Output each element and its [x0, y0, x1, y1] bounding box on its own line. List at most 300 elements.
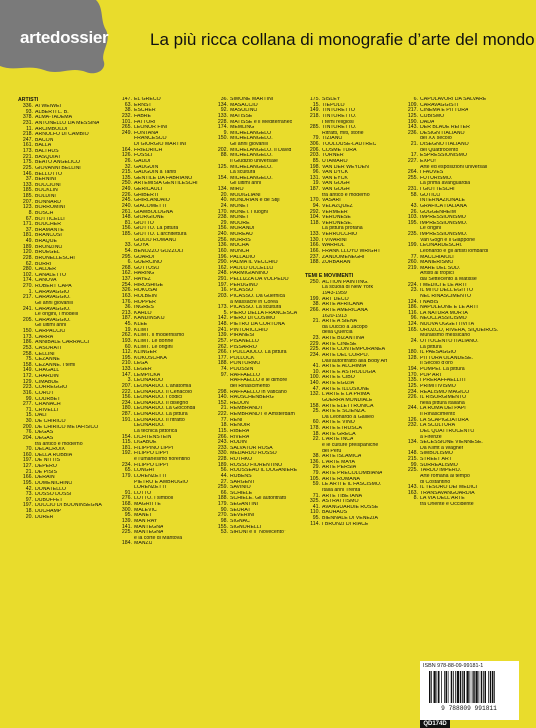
entry-title: ARTE E SCIENZA. [322, 409, 367, 415]
entry-title: DUBUFFET [35, 497, 63, 503]
entry-title: POP ART [420, 372, 443, 378]
entry-title: ROBERT CAPA [35, 284, 72, 289]
entry-title: SIMBOLISMO [420, 451, 453, 457]
entry-number: 280. [22, 266, 33, 273]
entry-title: SCHIELE [230, 490, 253, 496]
entry-title: MUCHA [230, 243, 250, 249]
entry-title: SIGNORELLI [230, 524, 262, 530]
entry-title: Gli anni giovanili [230, 142, 268, 147]
entry-title: ARNOLFO DI CAMBIO [35, 132, 89, 138]
entry-title: ROUSSEAU IL DOGANIERE [230, 468, 298, 474]
entry-title: ARTE PRECOLOMBIANA [322, 471, 383, 476]
entry-number: 174. [217, 124, 228, 131]
entry-title: WARHOL [322, 243, 345, 249]
entry-title: MICHELANGELO. [230, 164, 273, 170]
entry-title: RENI [230, 417, 243, 423]
entry-number: 53. [220, 529, 228, 536]
entry-title: Gli ultimi anni [35, 323, 67, 329]
entry-number: 97. [25, 496, 33, 503]
entry-number: 33. [124, 242, 132, 249]
entry-number: 204. [22, 434, 33, 441]
entry-title: MANZÙ [134, 541, 153, 547]
entry-number: 37. [25, 176, 33, 183]
entry-title: LEONARDO. [134, 423, 165, 429]
entry-number: 244. [407, 405, 418, 412]
entry-number: 290. [217, 259, 228, 266]
entry-title: MEMLING [230, 125, 255, 131]
entry-number: 176. [121, 298, 132, 305]
barcode-bar [453, 671, 454, 703]
entry-title: L'ARTE INCA [322, 437, 354, 443]
entry-title: CARAVAGGIO [35, 289, 70, 295]
entry-title: ARTE E ILLUSIONE [322, 386, 370, 392]
entry-title: CÉZANNE. I temi [35, 362, 76, 368]
entry-number: 36. [124, 304, 132, 311]
entry-title: CHAGALL [35, 368, 60, 374]
entry-title: ACTION PAINTING. [322, 279, 369, 285]
entry-title: NEOCLASSICISMO [420, 316, 467, 322]
barcode-bar [431, 671, 432, 703]
entry-number: 188. [309, 259, 320, 266]
entry-number: 165. [407, 326, 418, 333]
entry-number: 73. [25, 491, 33, 498]
entry-number: 325. [309, 498, 320, 505]
entry-title: MONET. I luoghi [230, 209, 268, 215]
entry-title: I MEDICI E LE ARTI [420, 282, 467, 288]
entry-number: 186. [407, 304, 418, 311]
barcode-bar [481, 671, 483, 703]
entry-title: INTERNAZIONALE [420, 198, 465, 204]
entry-title: LONGHI [134, 468, 154, 474]
entry-number: 92. [220, 107, 228, 114]
entry-number: 81. [124, 219, 132, 226]
entry-number: 316. [22, 389, 33, 396]
barcode-bar [434, 671, 436, 703]
entry-number: 5. [223, 309, 228, 316]
entry-number: 65. [124, 467, 132, 474]
entry-title: IMPRESSIONISMO. [420, 220, 468, 226]
entry-title: ARCIMBOLDI [35, 126, 68, 132]
entry-number: 175. [22, 159, 33, 166]
entry-title: POLLOCK [230, 355, 255, 361]
entry-title: BRAMANTE [35, 227, 64, 233]
entry-number: 40. [220, 197, 228, 204]
entry-number: 21. [220, 405, 228, 412]
entry-number: 140. [217, 394, 228, 401]
entry-number: 240. [121, 202, 132, 209]
entry-number: 71. [312, 492, 320, 499]
entry-number: 268. [121, 264, 132, 271]
entry-number: 94. [312, 202, 320, 209]
entry-title: CIMABUE [35, 379, 59, 385]
entry-title: HIROSHIGE [134, 282, 164, 288]
entry-title: HAYEZ [134, 277, 151, 282]
entry-number: 158. [309, 402, 320, 409]
entry-number: 162. [217, 264, 228, 271]
entry-number: 140. [309, 380, 320, 386]
entry-number: 249. [121, 129, 132, 136]
entry-title: Arte ed esposizioni universali [420, 164, 488, 170]
entry-title: ARTE E VINO [322, 420, 355, 426]
entry-title: GOYA [134, 243, 149, 249]
entry-title: HOPPER [134, 299, 156, 305]
entry-number [403, 502, 420, 508]
entry-title: CARAVAGGIO. [35, 295, 71, 301]
entry-number: 189. [22, 243, 33, 250]
entry-number: 95. [124, 512, 132, 519]
entry-title: HOKUSAI [134, 288, 158, 294]
entry-title: KOKOSCHKA [134, 355, 167, 361]
catalog-entry [213, 530, 311, 536]
entry-title: CANALETTO [35, 272, 67, 278]
entry-title: LA NATURA MORTA [420, 310, 468, 316]
entry-number: 131. [309, 174, 320, 181]
entry-number: 99. [25, 395, 33, 402]
entry-title: I PRERAFFAELLITI [420, 378, 466, 384]
entry-number: 110. [310, 509, 320, 516]
entry-title: SIGNAC [230, 518, 250, 524]
entry-number: 202. [217, 146, 228, 153]
entry-title: MATISSE e il Mediterraneo [230, 119, 293, 125]
entry-title: DEGAS [35, 430, 54, 436]
entry-number: 23. [312, 335, 320, 341]
section-title: ARTISTI [18, 97, 39, 103]
entry-number: 219. [407, 264, 418, 271]
entry-number: 228. [22, 254, 33, 261]
barcode-bar [494, 671, 495, 703]
entry-title: ZANDOMENEGHI [322, 254, 365, 260]
entry-title: KLIMT. Il modernismo [134, 333, 185, 339]
entry-title: BOSCH [35, 210, 54, 216]
entry-title: BIENNALE DI VENEZIA [322, 516, 378, 521]
entry-title: PALMA IL VECCHIO [230, 260, 278, 266]
entry-number: 126. [121, 152, 132, 159]
entry-number: 135. [121, 174, 132, 181]
entry-number: 58. [410, 191, 418, 198]
entry-title: CORREGGIO [35, 385, 68, 391]
entry-title: LEGA [134, 361, 148, 367]
entry-number: 160. [217, 247, 228, 254]
entry-number: 96. [312, 169, 320, 176]
entry-number: 225. [22, 164, 33, 171]
entry-title: Artisti ai tropici [420, 271, 454, 277]
entry-title: DADA [420, 119, 435, 125]
entry-title: 1943-1959 [322, 291, 347, 296]
entry-title: VASARI [322, 198, 341, 204]
entry-title: ARTE CONTEMPORANEA [322, 347, 386, 353]
entry-number: 100. [309, 374, 320, 381]
entry-title: SEGANTINI [230, 502, 258, 507]
entry-number: 228. [217, 456, 228, 462]
entry-title: e la corte di Mantova [134, 535, 183, 541]
entry-number: 187. [121, 315, 132, 322]
entry-title: LEONARDO. I codici [134, 395, 183, 401]
entry-number: 260. [407, 259, 418, 266]
entry-title: Italia anni Trenta [322, 487, 361, 493]
entry-number: 257. [217, 337, 228, 344]
entry-number: 173. [22, 148, 33, 154]
entry-title: PIERO DELLA FRANCESCA [230, 310, 298, 316]
entry-title: ALMA-TADEMA [35, 115, 73, 121]
entry-title: LA SCAPIGLIATURA [420, 417, 469, 423]
entry-title: della Quercia [322, 330, 353, 336]
entry-number: 184. [121, 540, 132, 547]
entry-title: RENOIR [230, 423, 251, 429]
entry-number: 125. [217, 163, 228, 170]
entry-title: GHIRLANDAIO [134, 198, 170, 204]
entry-number: 225. [309, 346, 320, 353]
entry-title: da Duccio a Jacopo [322, 324, 368, 330]
entry-number: 226. [407, 394, 418, 401]
catalog-entry [18, 515, 116, 521]
entry-title: LORENZETTI [134, 485, 167, 491]
entry-number: 91. [124, 489, 132, 496]
entry-title: ARTE E ALCHIMIA [322, 364, 367, 370]
entry-number: 238. [217, 214, 228, 221]
entry-number: 265. [121, 124, 132, 131]
barcode-bar [483, 671, 484, 703]
entry-title: Le origini, i modelli [35, 312, 78, 318]
entry-title: LEONARDO. Il disegno [134, 400, 189, 406]
entry-title: BRUNELLESCHI [35, 255, 75, 261]
entry-number: 187. [309, 186, 320, 192]
entry-number: 222. [217, 411, 228, 417]
entry-number: 285. [309, 124, 320, 131]
entry-title: FRANK LLOYD WRIGHT [322, 248, 381, 254]
entry-title: CINEMA E PITTURA [420, 108, 469, 114]
entry-number: 123. [22, 204, 33, 211]
entry-title: I BRONZI DI RIACE [322, 521, 369, 527]
entry-number: 133. [309, 231, 320, 237]
entry-number: 20. [25, 513, 33, 520]
entry-title: CÉZANNE [35, 357, 60, 363]
entry-number: 44. [220, 472, 228, 479]
entry-title: COSMÈ TURA [322, 147, 357, 153]
entry-number: 195. [407, 219, 418, 226]
entry-number: 143. [407, 484, 418, 491]
entry-number: 134. [217, 101, 228, 108]
entry-title: LEONARDO [134, 378, 164, 384]
entry-title: KLEE [134, 322, 148, 327]
entry-number: 62. [25, 260, 33, 267]
entry-title: ARTE A SIENA [322, 319, 358, 325]
entry-number: 125. [407, 382, 418, 389]
product-code: QD174D [420, 720, 450, 728]
entry-number: 147. [121, 371, 132, 378]
entry-title: REDON [230, 400, 249, 406]
entry-number: 255. [407, 174, 418, 181]
entry-title: FÜSSLI [134, 153, 153, 159]
entry-number: 124. [407, 298, 418, 305]
entry-title: GIOTTO. L'architettura [134, 232, 187, 237]
entry-title: ARTE E ASTROLOGIA [322, 369, 376, 375]
entry-number: 85. [312, 157, 320, 164]
entry-number: 15. [25, 412, 33, 419]
barcode-icon [423, 670, 516, 711]
entry-number: 21. [312, 318, 320, 325]
entry-title: RIVERA [230, 434, 250, 440]
entry-number: 261. [121, 208, 132, 215]
entry-title: PITTURA OLANDESE. [420, 355, 474, 361]
entry-number: 16. [220, 287, 228, 294]
entry-number: 116. [408, 309, 418, 316]
entry-title: RUBENS [230, 473, 252, 479]
entry-title: Il Rinascimento [420, 412, 456, 417]
entry-title: HOLBEIN [134, 293, 157, 299]
entry-title: LOTTO [134, 490, 152, 496]
entry-number: 231. [407, 186, 418, 192]
entry-title: GIOVANNI BELLINI [35, 165, 81, 171]
entry-number: 172. [22, 373, 33, 379]
entry-title: SIMONE MARTINI [230, 97, 274, 102]
entry-number: 15. [312, 101, 320, 108]
entry-number: 177. [217, 354, 228, 361]
entry-title: RAFFAELLO in Vaticano [230, 389, 287, 395]
entry-number: 38. [312, 453, 320, 460]
entry-title: FATTORI [134, 119, 156, 125]
entry-number: 79. [312, 135, 320, 142]
entry-number: 59. [312, 481, 320, 488]
entry-title: CARAVAGGIO. [35, 306, 71, 312]
entry-title: MAGRITTE [134, 502, 161, 507]
entry-title: BORROMINI [35, 205, 65, 211]
isbn-text: ISBN 978-88-09-99181-1 [423, 663, 484, 669]
entry-number: 186. [22, 339, 33, 346]
entry-title: LÉGER [134, 367, 152, 372]
entry-number: 276. [121, 495, 132, 502]
entry-title: KLIMT [134, 327, 150, 333]
entry-number: 104. [309, 214, 320, 221]
entry-title: FABRE [134, 113, 152, 119]
entry-number: 190. [407, 118, 418, 125]
entry-number: 97. [220, 371, 228, 378]
entry-number: 139. [121, 517, 132, 524]
entry-title: PERUGINO [230, 282, 258, 288]
entry-number: 181. [121, 444, 132, 451]
entry-title: TRANSAVANGUARDIA [420, 490, 475, 496]
entry-title: BASQUIAT [35, 154, 61, 160]
entry-title: VERMEER [322, 209, 348, 215]
entry-title: GERICAULT [134, 187, 164, 192]
entry-title: ARTEMISIA GENTILESCHI [134, 181, 198, 187]
entry-title: UTAMARO [322, 158, 348, 164]
entry-title: DEGAS [35, 435, 54, 441]
entry-title: ARTE PERSIA [322, 465, 357, 471]
entry-title: Gli anni giovanili [35, 300, 73, 306]
entry-number: 115. [122, 439, 132, 446]
entry-number: 6. [413, 97, 418, 102]
entry-title: LIGABUE [134, 440, 157, 446]
entry-title: PRIMITIVISMO [420, 383, 456, 389]
entry-title: DONATELLO [35, 486, 67, 492]
entry-title: DI GIORGIO MARTINI [134, 142, 187, 147]
entry-title: VERONESE [322, 215, 351, 221]
entry-title: MATISSE [230, 113, 253, 119]
entry-number: 115. [218, 427, 228, 434]
entry-title: e l'umanesimo fiorentino [134, 457, 191, 462]
entry-title: RAUSCHENBERG [230, 395, 274, 401]
entry-number: 162. [121, 270, 132, 277]
entry-title: DELLA ROBBIA [35, 452, 73, 458]
entry-number: 79. [312, 470, 320, 476]
barcode-bar [473, 671, 475, 703]
entry-title: SALVATOR ROSA [230, 445, 273, 451]
entry-number: 198. [309, 163, 320, 170]
entry-title: BOLDINI [35, 194, 56, 199]
entry-title: LEONARDO. L'anatomia [134, 383, 192, 389]
entry-number: 125. [407, 112, 418, 119]
entry-number: 217. [407, 107, 418, 114]
entry-number: 126. [407, 416, 418, 423]
entry-number: 139. [217, 332, 228, 339]
entry-title: LEMPICKA [134, 372, 161, 378]
entry-title: OTTOCENTO ITALIANO. [420, 338, 479, 344]
entry-number: 188. [217, 360, 228, 367]
entry-number: 149. [309, 107, 320, 114]
entry-number: 180. [407, 349, 418, 356]
entry-title: di Costantino [420, 479, 451, 485]
entry-number: 1. [28, 288, 33, 295]
entry-title: MUNCH [230, 248, 250, 254]
catalog-column-3 [213, 97, 311, 727]
entry-title: La tecnica pittorica [134, 428, 178, 434]
entry-number: 196. [217, 253, 228, 260]
entry-number: 195. [121, 354, 132, 361]
entry-number: 218. [309, 112, 320, 119]
entry-number: 47. [312, 385, 320, 392]
entry-title: MOREAU [230, 232, 253, 237]
entry-number: 26. [410, 208, 418, 215]
barcode-bar [476, 671, 478, 703]
entry-title: BRUEGEL [35, 250, 60, 256]
entry-title: NAPOLEONE E LE ARTI [420, 305, 478, 311]
entry-number: 195. [22, 479, 33, 486]
entry-title: MARE DEL SUD. [420, 265, 461, 271]
entry-title: CRIVELLI [35, 407, 59, 413]
entry-title: BURRI [35, 261, 52, 267]
entry-number: 133. [121, 366, 132, 372]
entry-title: VAN EYCK [322, 175, 348, 181]
entry-number: 20. [220, 191, 228, 198]
entry-title: BAUHAUS [322, 510, 348, 516]
barcode-bar [464, 671, 466, 703]
entry-title: COROT [35, 390, 54, 396]
entry-title: IL TESORO DEI MEDICI [420, 485, 478, 491]
entry-number: 336. [22, 103, 33, 109]
entry-title: Ritratti, miti, storie [322, 130, 364, 136]
entry-title: LEONARDO. La pittura [134, 412, 188, 417]
entry-number: 213. [121, 309, 132, 316]
entry-title: MICHELANGELO [230, 130, 272, 136]
entry-title: MALEVIČ [134, 507, 157, 513]
entry-number: 42. [25, 485, 33, 492]
entry-number: 76. [25, 429, 33, 436]
entry-number: 155. [217, 523, 228, 530]
entry-title: TIEPOLO [322, 102, 345, 108]
entry-title: TOULOUSE-LAUTREC [322, 142, 377, 147]
entry-number: 27. [220, 478, 228, 485]
entry-title: SEVERINI [230, 513, 255, 519]
entry-title: VAN GOGH [322, 181, 350, 187]
entry-title: MASACCIO [230, 102, 258, 108]
entry-title: SIRONI e il “Novecento” [230, 530, 286, 536]
entry-title: MANTEGNA [134, 524, 164, 530]
entry-number: 234. [121, 461, 132, 468]
entry-title: La scuola di New York [322, 285, 374, 291]
barcode-bar [457, 671, 459, 703]
entry-title: VERONESE. [322, 220, 353, 226]
entry-number: 132. [309, 391, 320, 398]
